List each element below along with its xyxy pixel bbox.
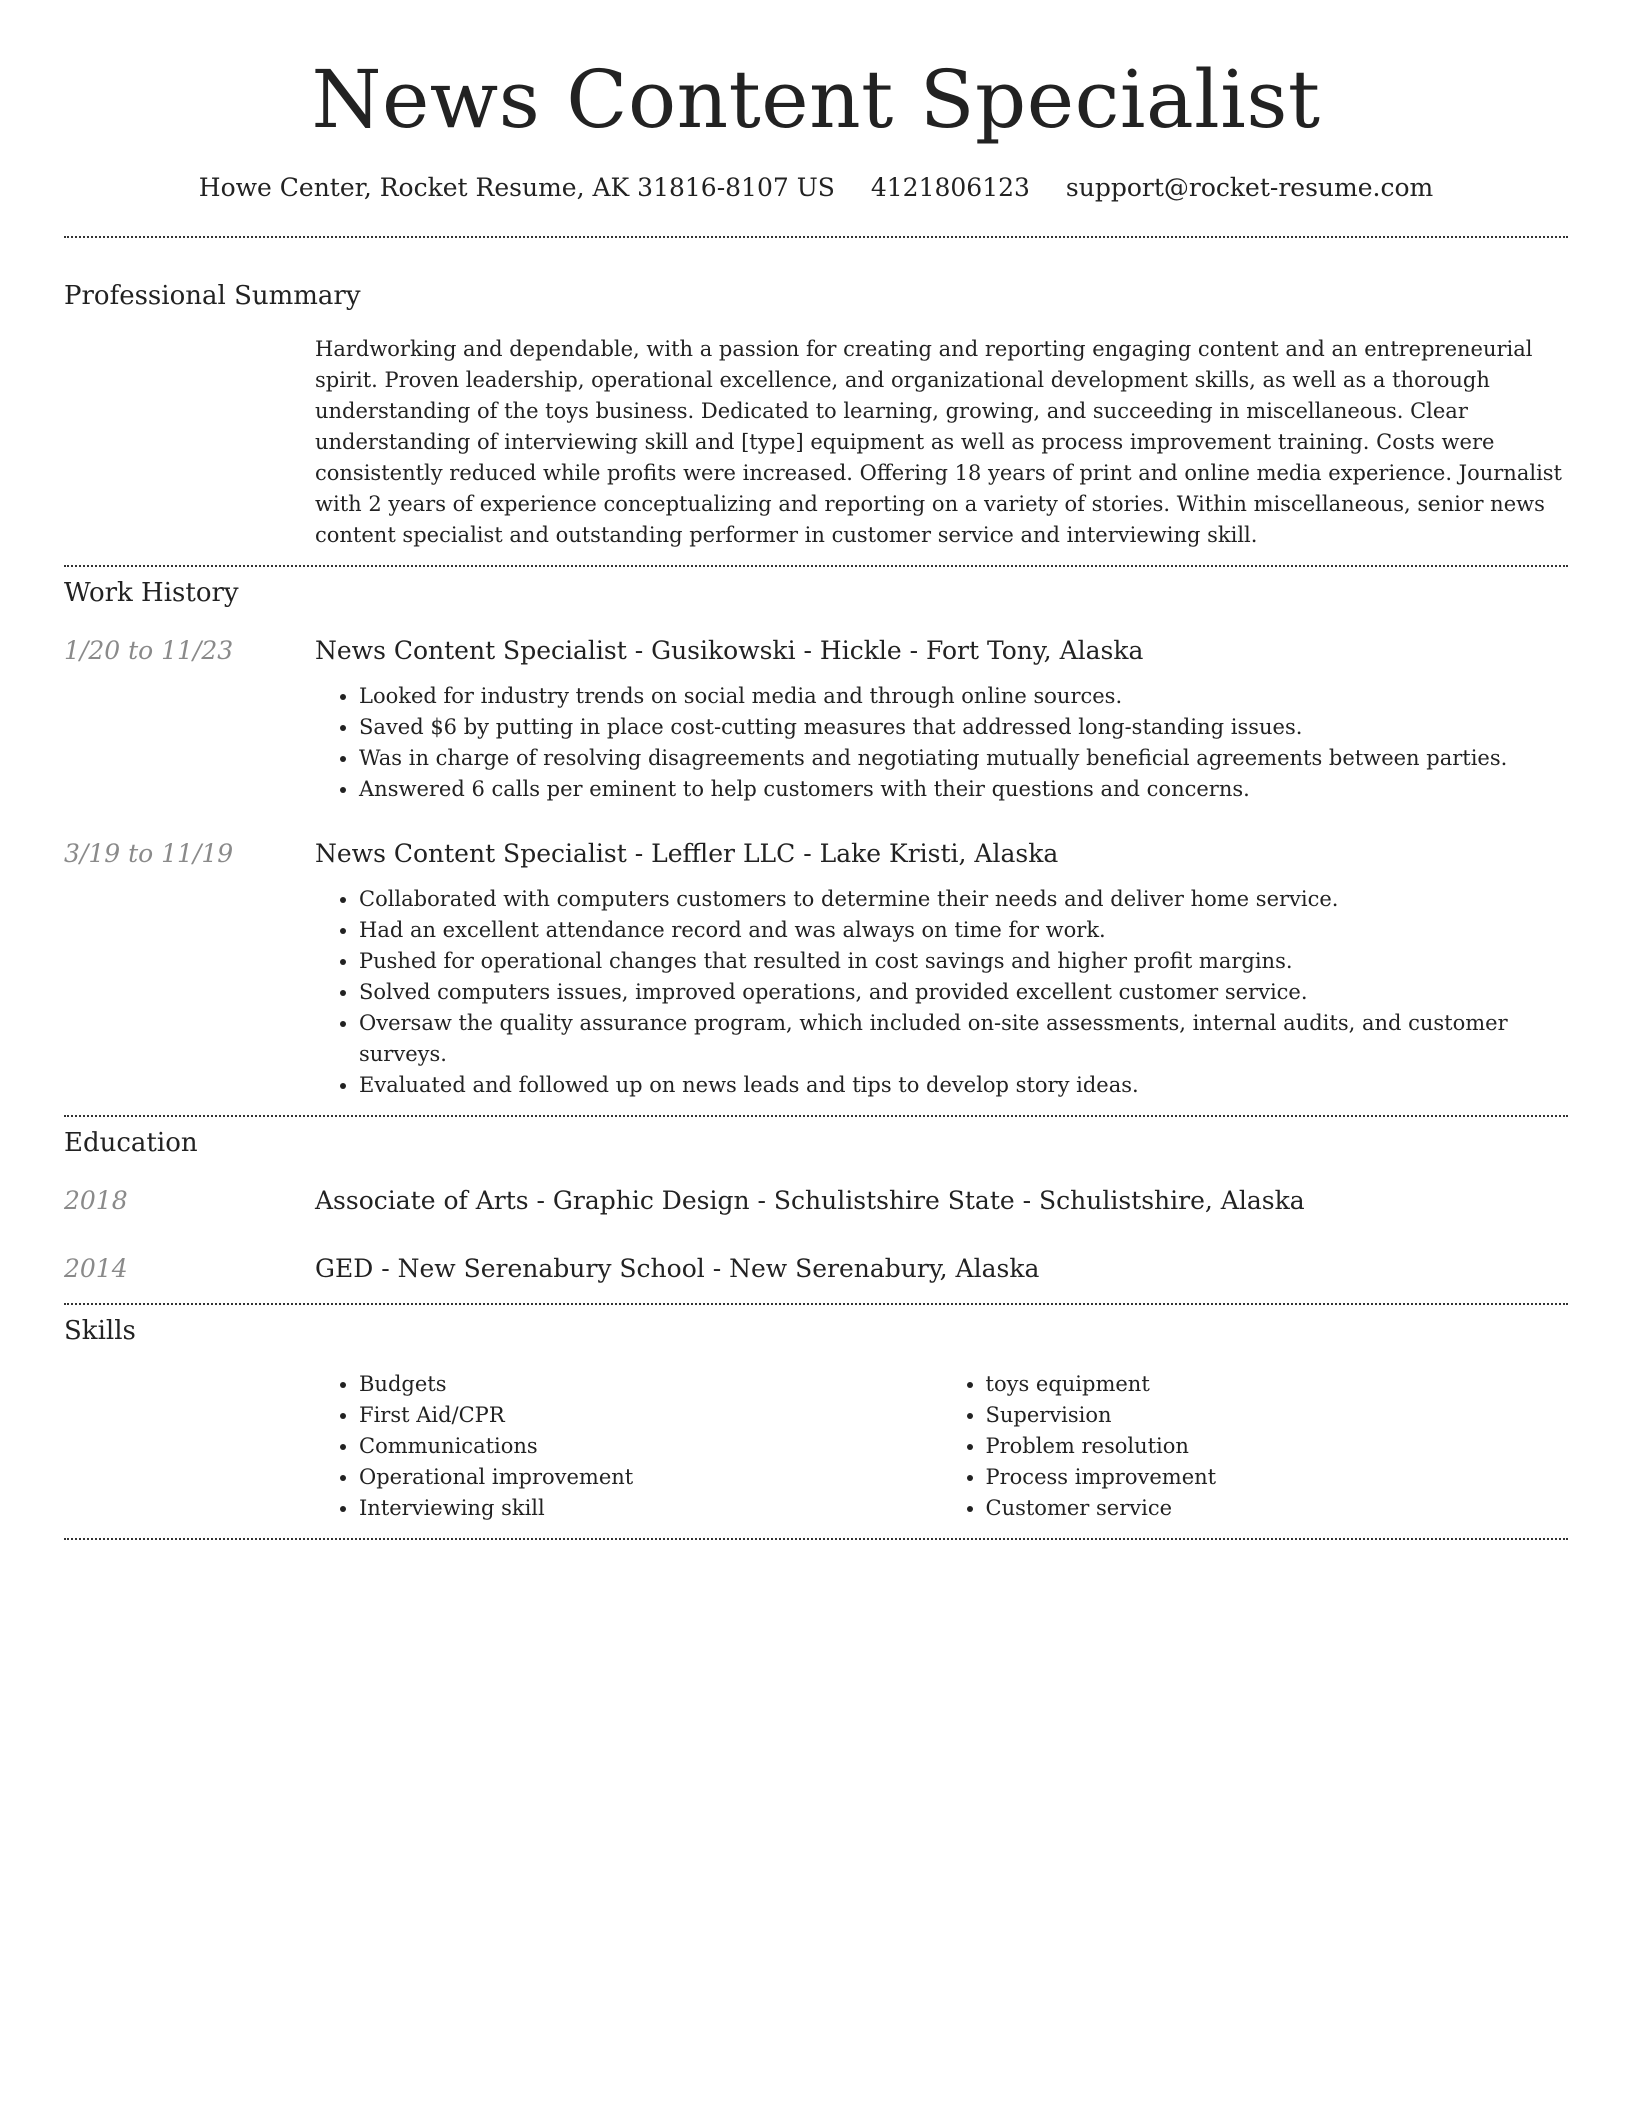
skills-grid xyxy=(315,1369,1568,1524)
job-location: Fort Tony, Alaska xyxy=(926,636,1144,665)
education-location: Schulistshire, Alaska xyxy=(1039,1186,1305,1215)
contact-line xyxy=(64,170,1568,206)
job-entry xyxy=(64,633,1568,805)
work-history-section xyxy=(64,567,1568,1101)
job-bullet: • Oversaw the quality assurance program, which included on-site assessments, internal audits, and customer surveys. xyxy=(359,1008,1568,1070)
skill-item: • toys equipment xyxy=(986,1369,1569,1400)
job-date: 3/19 to 11/19 xyxy=(64,839,234,868)
job-position: News Content Specialist xyxy=(315,839,627,868)
job-bullet: • Answered 6 calls per eminent to help customers with their questions and concerns. xyxy=(359,774,1568,805)
education-degree: Associate of Arts - Graphic Design xyxy=(315,1186,750,1215)
job-location: Lake Kristi, Alaska xyxy=(819,839,1059,868)
contact-email: support@rocket-resume.com xyxy=(1065,173,1434,202)
skill-item: • Supervision xyxy=(986,1400,1569,1431)
education-year: 2018 xyxy=(64,1186,128,1215)
job-bullets xyxy=(315,884,1568,1101)
education-heading: Education xyxy=(64,1128,198,1158)
job-bullets xyxy=(315,681,1568,805)
job-bullet: • Solved computers issues, improved operations, and provided excellent customer service. xyxy=(359,977,1568,1008)
work-history-heading: Work History xyxy=(64,578,239,608)
education-year: 2014 xyxy=(64,1254,128,1283)
section-divider xyxy=(64,1538,1568,1540)
job-position: News Content Specialist xyxy=(315,636,627,665)
job-bullet: • Evaluated and followed up on news leads and tips to develop story ideas. xyxy=(359,1070,1568,1101)
skills-list-left xyxy=(315,1369,942,1524)
resume-page xyxy=(64,0,1568,1540)
job-company: Gusikowski - Hickle xyxy=(651,636,902,665)
education-title: GED - New Serenabury School - New Serenabury, Alaska xyxy=(315,1254,1040,1283)
job-company: Leffler LLC xyxy=(651,839,796,868)
skills-list-right xyxy=(942,1369,1569,1524)
summary-text: Hardworking and dependable, with a passion for creating and reporting engaging content and an entrepreneurial spirit. Proven leadership, operational excellence, and organizational development skills, as well as a thorough understanding of the toys business. Dedicated to learning, growing, and succeeding in miscellaneous. Clear understanding of interviewing skill and [type] equipment as well as process improvement training. Costs were consistently reduced while profits were increased. Offering 18 years of print and online media experience. Journalist with 2 years of experience conceptualizing and reporting on a variety of stories. Within miscellaneous, senior news content specialist and outstanding performer in customer service and interviewing skill. xyxy=(315,337,1562,547)
skill-item: • Customer service xyxy=(986,1493,1569,1524)
resume-name: News Content Specialist xyxy=(311,53,1321,146)
contact-phone: 4121806123 xyxy=(870,173,1030,202)
education-degree: GED xyxy=(315,1254,374,1283)
skill-item: • Communications xyxy=(359,1431,942,1462)
job-title: News Content Specialist - Gusikowski - Hickle - Fort Tony, Alaska xyxy=(315,636,1144,665)
summary-heading: Professional Summary xyxy=(64,281,361,311)
education-entry xyxy=(64,1251,1568,1287)
education-title: Associate of Arts - Graphic Design - Schulistshire State - Schulistshire, Alaska xyxy=(315,1186,1305,1215)
job-bullet: • Collaborated with computers customers to determine their needs and deliver home service. xyxy=(359,884,1568,915)
summary-section xyxy=(64,238,1568,551)
job-entry xyxy=(64,836,1568,1101)
education-entry xyxy=(64,1183,1568,1219)
job-bullet: • Had an excellent attendance record and was always on time for work. xyxy=(359,915,1568,946)
job-bullet: • Looked for industry trends on social media and through online sources. xyxy=(359,681,1568,712)
education-school: New Serenabury School xyxy=(397,1254,705,1283)
skill-item: • First Aid/CPR xyxy=(359,1400,942,1431)
job-title: News Content Specialist - Leffler LLC - Lake Kristi, Alaska xyxy=(315,839,1059,868)
contact-address: Howe Center, Rocket Resume, AK 31816-8107 US xyxy=(198,173,835,202)
education-location: New Serenabury, Alaska xyxy=(729,1254,1040,1283)
skill-item: • Operational improvement xyxy=(359,1462,942,1493)
skill-item: • Process improvement xyxy=(986,1462,1569,1493)
education-section xyxy=(64,1117,1568,1287)
skill-item: • Problem resolution xyxy=(986,1431,1569,1462)
job-bullet: • Saved $6 by putting in place cost-cutting measures that addressed long-standing issues. xyxy=(359,712,1568,743)
skill-item: • Interviewing skill xyxy=(359,1493,942,1524)
job-date: 1/20 to 11/23 xyxy=(64,636,234,665)
skills-section xyxy=(64,1305,1568,1524)
education-school: Schulistshire State xyxy=(773,1186,1015,1215)
skill-item: • Budgets xyxy=(359,1369,942,1400)
job-bullet: • Was in charge of resolving disagreements and negotiating mutually beneficial agreements between parties. xyxy=(359,743,1568,774)
job-bullet: • Pushed for operational changes that resulted in cost savings and higher profit margins. xyxy=(359,946,1568,977)
skills-heading: Skills xyxy=(64,1316,136,1346)
